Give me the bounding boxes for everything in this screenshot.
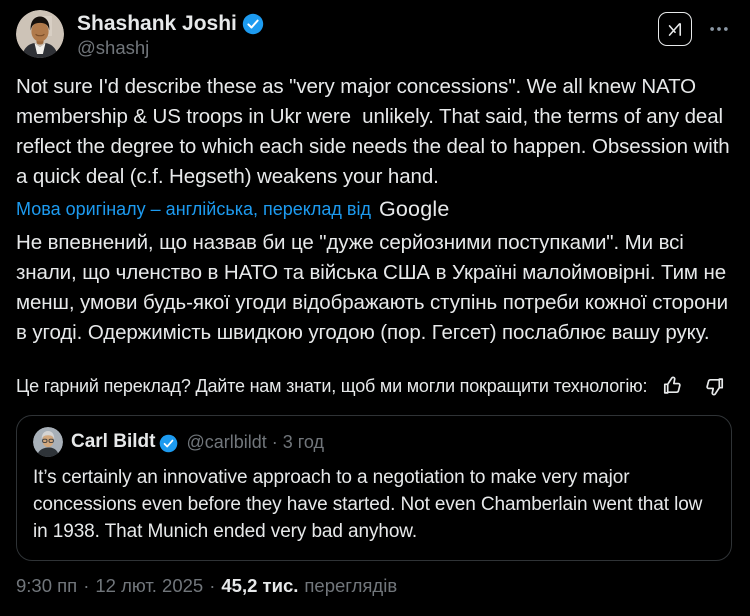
- verified-badge-icon: [242, 13, 264, 35]
- quoted-tweet-text: It’s certainly an innovative approach to a negotiation to make very major concessions even before they have started. Not even Chamberlain went that low in 1938. That Munich ended very bad anyhow.: [33, 467, 703, 542]
- tweet-meta-row: [16, 575, 734, 597]
- grok-button[interactable]: [658, 12, 692, 46]
- author-name[interactable]: Shashank Joshi: [77, 12, 237, 35]
- author-info: [77, 10, 264, 60]
- tweet-time: 9:30 пп: [16, 575, 78, 596]
- quoted-author-avatar-image: [33, 427, 63, 457]
- quoted-tweet-header: [33, 427, 715, 457]
- tweet-date: 12 лют. 2025: [95, 575, 204, 596]
- translation-attribution-link[interactable]: Мова оригіналу – англійська, переклад від: [16, 199, 371, 219]
- thumbs-up-icon: [661, 374, 685, 398]
- quoted-separator: ·: [271, 431, 278, 452]
- grok-xai-icon: [665, 19, 686, 40]
- more-button[interactable]: [704, 12, 734, 46]
- header-actions: [658, 10, 734, 46]
- translated-text: Не впевнений, що назвав би це "дуже серйозними поступками". Ми всі знали, що членство в НАТО та війська США в Україні малоймовірні. Тим не менш, умови будь-якої угоди відображають ступінь потреби кожної сторони в угоді. Одержимість швидкою угодою (пор. Гегсет) послаблює вашу руку.: [16, 231, 734, 344]
- translation-feedback-row: [16, 374, 734, 398]
- thumbs-down-button[interactable]: [702, 374, 726, 398]
- quoted-timestamp: 3 год: [282, 431, 325, 452]
- thumbs-up-button[interactable]: [661, 374, 685, 398]
- meta-separator: ·: [83, 575, 90, 596]
- quoted-tweet-card[interactable]: [16, 415, 732, 561]
- quoted-author-name[interactable]: Carl Bildt: [71, 431, 156, 452]
- more-dots-icon: [708, 18, 730, 40]
- quoted-author-avatar[interactable]: [33, 427, 63, 457]
- feedback-prompt: Це гарний переклад? Дайте нам знати, щоб ми могли покращити технологію:: [16, 375, 648, 396]
- meta-separator: ·: [209, 575, 216, 596]
- tweet-header: [16, 10, 734, 60]
- author-avatar-image: [16, 10, 64, 58]
- author-handle: @shashj: [77, 37, 150, 58]
- quoted-verified-badge-icon: [159, 434, 178, 453]
- views-label: переглядів: [304, 575, 398, 596]
- tweet-text: Not sure I'd describe these as "very major concessions". We all knew NATO membership & US troops in Ukr were unlikely. That said, the terms of any deal reflect the degree to which each side needs the deal to happen. Obsession with a quick deal (c.f. Hegseth) weakens your hand.: [16, 75, 736, 188]
- quoted-author-handle: @carlbildt: [186, 431, 267, 452]
- google-logo: Google: [378, 197, 450, 221]
- translation-attribution-row: [16, 197, 734, 222]
- thumbs-down-icon: [702, 374, 726, 398]
- views-count: 45,2 тис.: [221, 575, 299, 596]
- author-avatar[interactable]: [16, 10, 64, 58]
